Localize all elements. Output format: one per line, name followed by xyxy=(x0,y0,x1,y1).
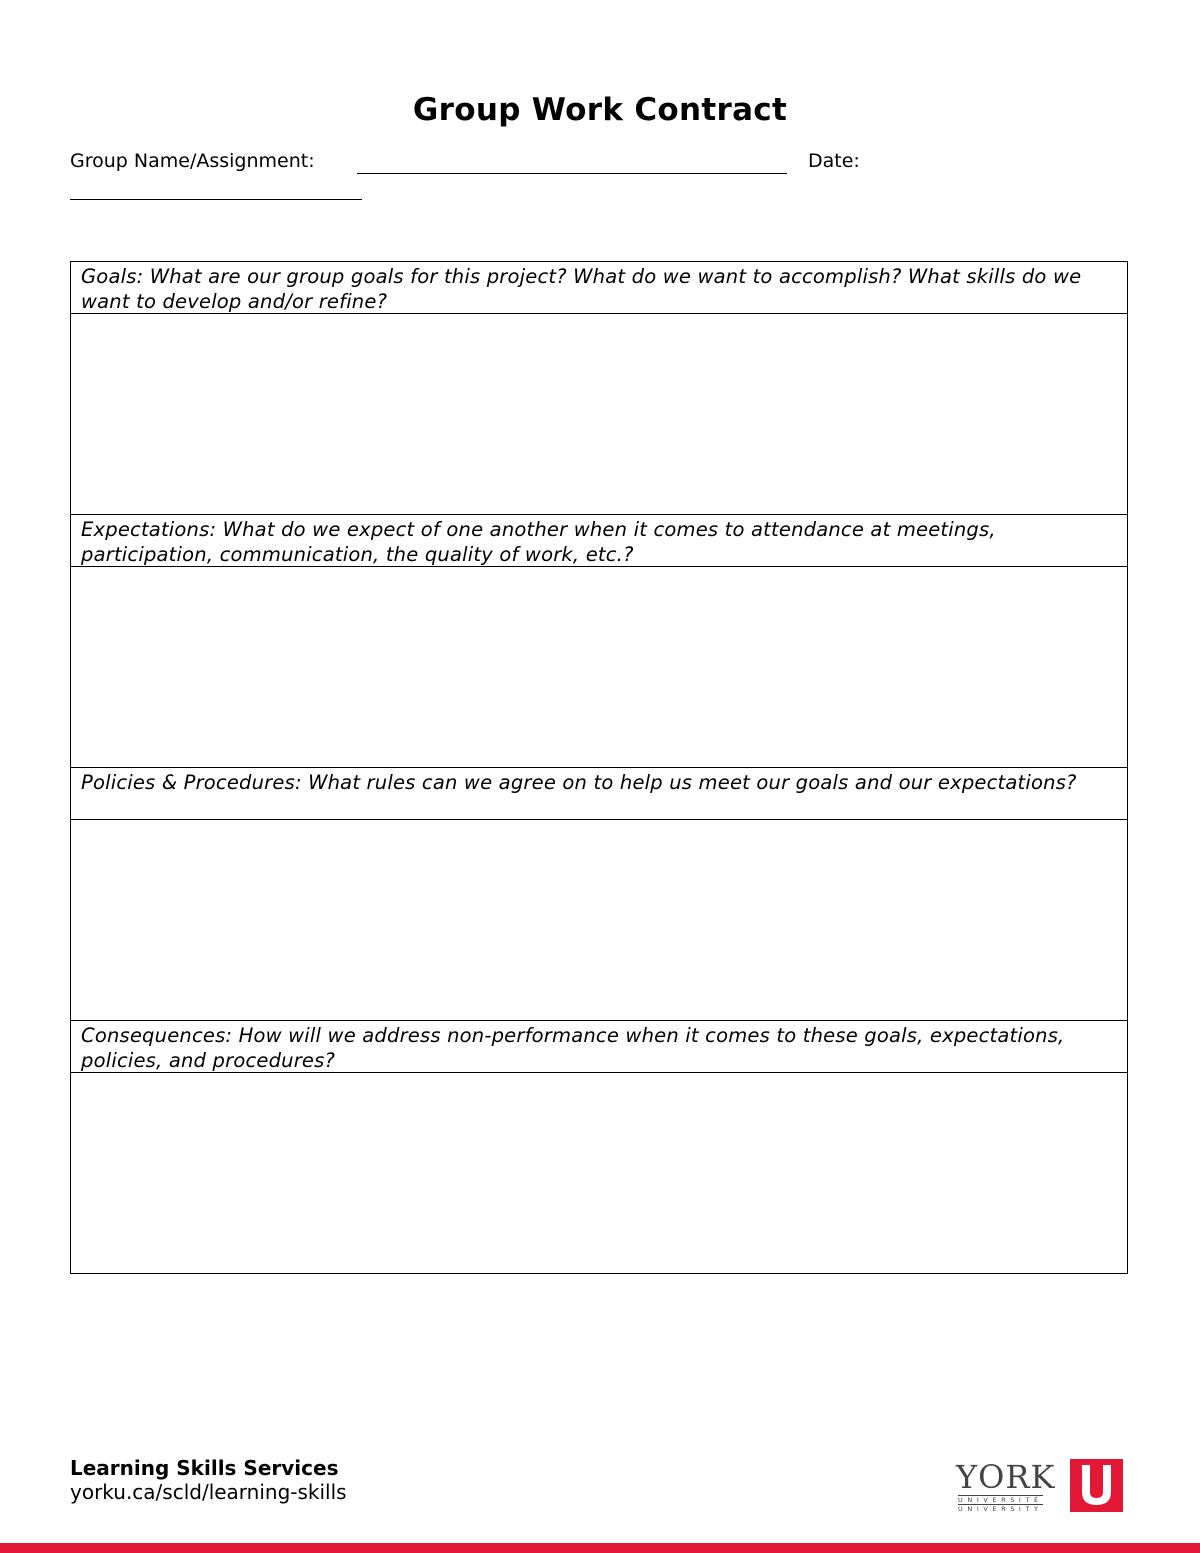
logo-wordmark: YORK xyxy=(956,1458,1056,1496)
policies-response-field[interactable] xyxy=(71,820,1127,1020)
section-header: Consequences: How will we address non-performance when it comes to these goals, expectations, policies, and procedures? xyxy=(71,1021,1127,1073)
contract-table xyxy=(70,261,1128,1274)
date-blank[interactable] xyxy=(70,199,362,200)
section-header: Expectations: What do we expect of one another when it comes to attendance at meetings, participation, communication, the quality of work, etc.? xyxy=(71,515,1127,567)
section-response-area[interactable] xyxy=(71,314,1127,515)
section-response-area[interactable] xyxy=(71,820,1127,1021)
section-response-area[interactable] xyxy=(71,567,1127,768)
footer-org-name: Learning Skills Services xyxy=(70,1456,339,1480)
group-name-blank[interactable] xyxy=(357,173,787,174)
goals-response-field[interactable] xyxy=(71,314,1127,514)
logo-subtitle-en: UNIVERSITY xyxy=(958,1505,1043,1513)
york-university-logo xyxy=(956,1459,1126,1517)
york-u-mark-icon xyxy=(1070,1459,1123,1512)
section-consequences xyxy=(71,1021,1127,1273)
brand-footer-bar xyxy=(0,1543,1200,1553)
date-label: Date: xyxy=(808,150,860,172)
document-title: Group Work Contract xyxy=(412,92,788,128)
section-header: Goals: What are our group goals for this project? What do we want to accomplish? What skills do we want to develop and/or refine? xyxy=(71,262,1127,314)
logo-subtitle-fr: UNIVERSITÉ xyxy=(958,1496,1043,1504)
consequences-response-field[interactable] xyxy=(71,1073,1127,1273)
section-expectations xyxy=(71,515,1127,768)
section-response-area[interactable] xyxy=(71,1073,1127,1273)
section-policies-procedures xyxy=(71,768,1127,1021)
section-header: Policies & Procedures: What rules can we agree on to help us meet our goals and our expectations? xyxy=(71,768,1127,820)
group-name-label: Group Name/Assignment: xyxy=(70,150,315,172)
footer-url-link[interactable]: yorku.ca/scld/learning-skills xyxy=(70,1480,347,1504)
expectations-response-field[interactable] xyxy=(71,567,1127,767)
section-goals xyxy=(71,262,1127,515)
